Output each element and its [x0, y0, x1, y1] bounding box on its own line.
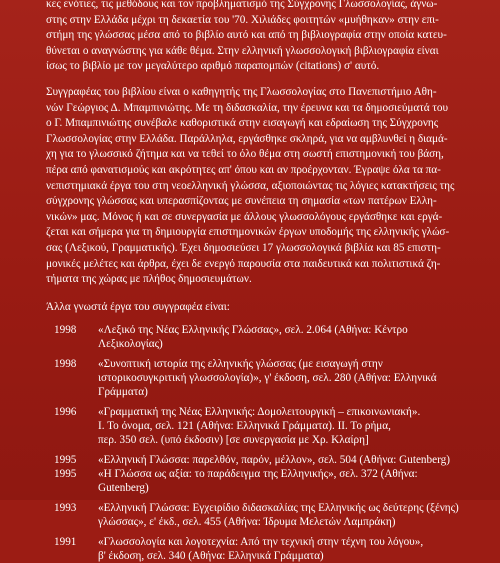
text-line: «Γραμματική της Νέας Ελληνικής: Δομολειτουργική – επικοινωνιακή».: [98, 406, 421, 419]
text-line: τήματα της χώρας με πλήθος δημοσιευμάτων.: [46, 273, 252, 286]
text-line: στης στην Ελλάδα μέχρι τη δεκαετία του '70. Χιλιάδες φοιτητών «μυήθηκαν» στην επι-: [46, 13, 439, 26]
text-line: Ι. Το όνομα, σελ. 121 (Αθήνα: Ελληνικά Γράμματα). ΙΙ. Το ρήμα,: [98, 420, 391, 433]
text-line: ζεται και σήμερα για τη δημιουργία επιστημονικών έργων υποδομής της ελληνικής γλώσ-: [46, 226, 450, 239]
text-line: νών Γεώργιος Δ. Μπαμπινιώτης. Με τη διδασκαλία, την έρευνα και τα δημοσιεύματά του: [46, 101, 449, 114]
work-title: [98, 399, 460, 447]
works-intro: Άλλα γνωστά έργα του συγγραφέα είναι:: [46, 300, 230, 313]
work-title: [98, 447, 460, 467]
work-year: 1998: [54, 324, 77, 337]
work-title: [98, 529, 460, 563]
text-line: ίσως το βιβλίο με τον μεγαλύτερο αριθμό παραπομπών (citations) σ' αυτό.: [46, 60, 380, 73]
text-line: πέρα από φανατισμούς και ακρότητες απ' όπου και αν προέρχονταν. Έγραψε όλα τα πα-: [46, 163, 441, 176]
work-entry: [46, 351, 460, 399]
work-entry: [46, 447, 460, 467]
work-year: 1993: [54, 502, 77, 515]
text-line: περ. 350 σελ. (υπό έκδοσιν) [σε συνεργασία με Χρ. Κλαίρη]: [98, 434, 369, 447]
text-line: «Ελληνική Γλώσσα: παρελθόν, παρόν, μέλλον», σελ. 504 (Αθήνα: Gutenberg): [98, 454, 450, 467]
paragraph-gap: [46, 75, 460, 85]
text-line: ιστορικοσυγκριτική γλωσσολογία)», γ' έκδοση, σελ. 280 (Αθήνα: Ελληνικά: [98, 372, 437, 385]
text-line: στήμη της γλώσσας μέσα από το βιβλίο αυτό και από τη βιβλιογραφία στην οποία κατευ-: [46, 29, 447, 42]
work-year: 1998: [54, 358, 77, 371]
text-line: «Γλωσσολογία και λογοτεχνία: Από την τεχνική στην τέχνη του λόγου»,: [98, 536, 424, 549]
text-line: νεπιστημιακά έργα του στη νεοελληνική γλώσσα, αξιοποιώντας τις λόγιες κατακτήσεις της: [46, 179, 455, 192]
works-list: [46, 323, 460, 563]
text-line: χη για το γλωσσικό ζήτημα και να τεθεί το όλο θέμα στη σωστή επιστημονική του βάση,: [46, 148, 444, 161]
text-line: «Λεξικό της Νέας Ελληνικής Γλώσσας», σελ. 2.064 (Αθήνα: Κέντρο: [98, 324, 408, 337]
work-title: [98, 323, 460, 351]
work-year: 1995: [54, 468, 77, 481]
text-line: Συγγραφέας του βιβλίου είναι ο καθηγητής της Γλωσσολογίας στο Πανεπιστήμιο Αθη-: [46, 85, 437, 98]
text-line: μονικές μελέτες και άρθρα, έχει δε ενεργό παρουσία στα παιδευτικά και πολιτιστικά ζη-: [46, 257, 441, 270]
text-line: Λεξικολογίας): [98, 338, 163, 351]
text-line: σας (Λεξικού, Γραμματικής). Έχει δημοσιεύσει 17 γλωσσολογικά βιβλία και 85 επιστη-: [46, 241, 441, 254]
text-line: ο Γ. Μπαμπινιώτης συνέβαλε καθοριστικά στην εισαγωγή και εδραίωση της Σύγχρονης: [46, 117, 439, 130]
work-title: [98, 467, 460, 495]
text-line: γλώσσας», ε' έκδ., σελ. 455 (Αθήνα: Ίδρυμα Μελετών Λαμπράκη): [98, 516, 396, 529]
text-line: σύγχρονης γλώσσας και υπερασπίζοντας με συνέπεια τη σημασία «των πατέρων Ελλη-: [46, 195, 437, 208]
text-line: νικών» μας. Μόνος ή και σε συνεργασία με άλλους γλωσσολόγους εργάσθηκε και εργά-: [46, 210, 443, 223]
work-entry: [46, 495, 460, 529]
text-line: «Ελληνική Γλώσσα: Εγχειρίδιο διδασκαλίας της Ελληνικής ως δεύτερης (ξένης): [98, 502, 459, 515]
work-title: [98, 351, 460, 399]
paragraph-gap: [46, 288, 460, 300]
work-entry: [46, 399, 460, 447]
work-entry: [46, 323, 460, 351]
text-line: Γλωσσολογίας στην Ελλάδα. Παράλληλα, εργάσθηκε σκληρά, για να αμβλυνθεί η διαμά-: [46, 132, 448, 145]
text-line: Γράμματα): [98, 386, 148, 399]
paragraph-about-book: [46, 0, 460, 75]
text-line: Gutenberg): [98, 482, 149, 495]
work-entry: [46, 467, 460, 495]
work-entry: [46, 529, 460, 563]
work-year: 1991: [54, 536, 77, 549]
text-line: θύνεται ο αναγνώστης για κάθε θέμα. Στην ελληνική γλωσσολογική βιβλιογραφία είναι: [46, 44, 439, 57]
text-line: «Συνοπτική ιστορία της ελληνικής γλώσσας (με εισαγωγή στην: [98, 358, 383, 371]
text-line: «Η Γλώσσα ως αξία: το παράδειγμα της Ελληνικής», σελ. 372 (Αθήνα:: [98, 468, 418, 481]
work-year: 1995: [54, 454, 77, 467]
work-year: 1996: [54, 406, 77, 419]
paragraph-about-author: [46, 85, 460, 288]
text-line: κες ενότιες, τις μεθόδους και τον προβληματισμό της Σύγχρονης Γλωσσολογίας, άγνω-: [46, 0, 438, 10]
text-line: β' έκδοση, σελ. 340 (Αθήνα: Ελληνικά Γράμματα): [98, 550, 324, 563]
work-title: [98, 495, 460, 529]
